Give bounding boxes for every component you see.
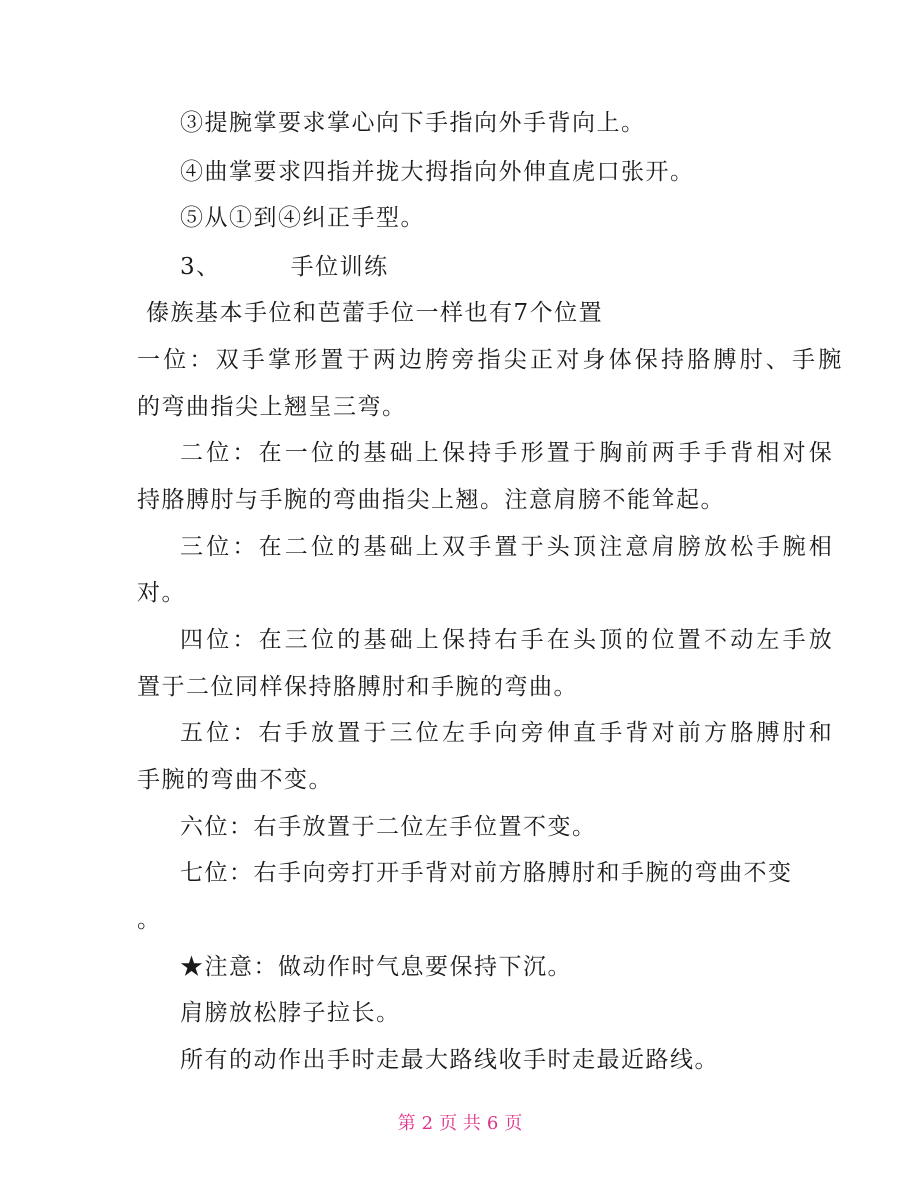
position-3-line-2: 对。: [137, 580, 186, 606]
footer-prefix: 第: [397, 1113, 416, 1134]
paragraph-line-3: ⑤从①到④纠正手型。: [180, 205, 425, 231]
note-line-3: 所有的动作出手时走最大路线收手时走最近路线。: [180, 1047, 719, 1073]
footer-middle: 页 共: [439, 1113, 481, 1134]
position-3-line-1: 三位：在二位的基础上双手置于头顶注意肩膀放松手腕相: [180, 534, 835, 560]
paragraph-line-2: ④曲掌要求四指并拢大拇指向外伸直虎口张开。: [180, 159, 695, 185]
position-4-line-2: 置于二位同样保持胳膊肘和手腕的弯曲。: [137, 674, 578, 700]
paragraph-line-1: ③提腕掌要求掌心向下手指向外手背向上。: [180, 110, 646, 136]
paragraph-line-5: 傣族基本手位和芭蕾手位一样也有7个位置: [146, 300, 604, 326]
section-heading: [180, 252, 389, 282]
footer-suffix: 页: [504, 1113, 523, 1134]
page-footer: [0, 1112, 920, 1136]
total-page-number: 6: [486, 1113, 499, 1134]
note-line-1: ★注意：做动作时气息要保持下沉。: [180, 954, 572, 980]
current-page-number: 2: [421, 1113, 434, 1134]
position-6-line: 六位：右手放置于二位左手位置不变。: [180, 814, 597, 840]
section-number: 3、: [180, 254, 221, 280]
position-7-line-1: 七位：右手向旁打开手背对前方胳膊肘和手腕的弯曲不变: [180, 860, 793, 886]
position-1-line-2: 的弯曲指尖上翘呈三弯。: [137, 394, 407, 420]
position-4-line-1: 四位：在三位的基础上保持右手在头顶的位置不动左手放: [180, 627, 835, 653]
position-2-line-2: 持胳膊肘与手腕的弯曲指尖上翘。注意肩膀不能耸起。: [137, 487, 725, 513]
note-line-2: 肩膀放松脖子拉长。: [180, 1000, 401, 1026]
position-5-line-2: 手腕的弯曲不变。: [137, 767, 333, 793]
position-7-line-2: 。: [137, 907, 162, 933]
position-2-line-1: 二位：在一位的基础上保持手形置于胸前两手手背相对保: [180, 440, 835, 466]
section-title: 手位训练: [290, 254, 389, 280]
position-5-line-1: 五位：右手放置于三位左手向旁伸直手背对前方胳膊肘和: [180, 720, 835, 746]
position-1-line-1: 一位：双手掌形置于两边胯旁指尖正对身体保持胳膊肘、手腕: [137, 347, 845, 373]
